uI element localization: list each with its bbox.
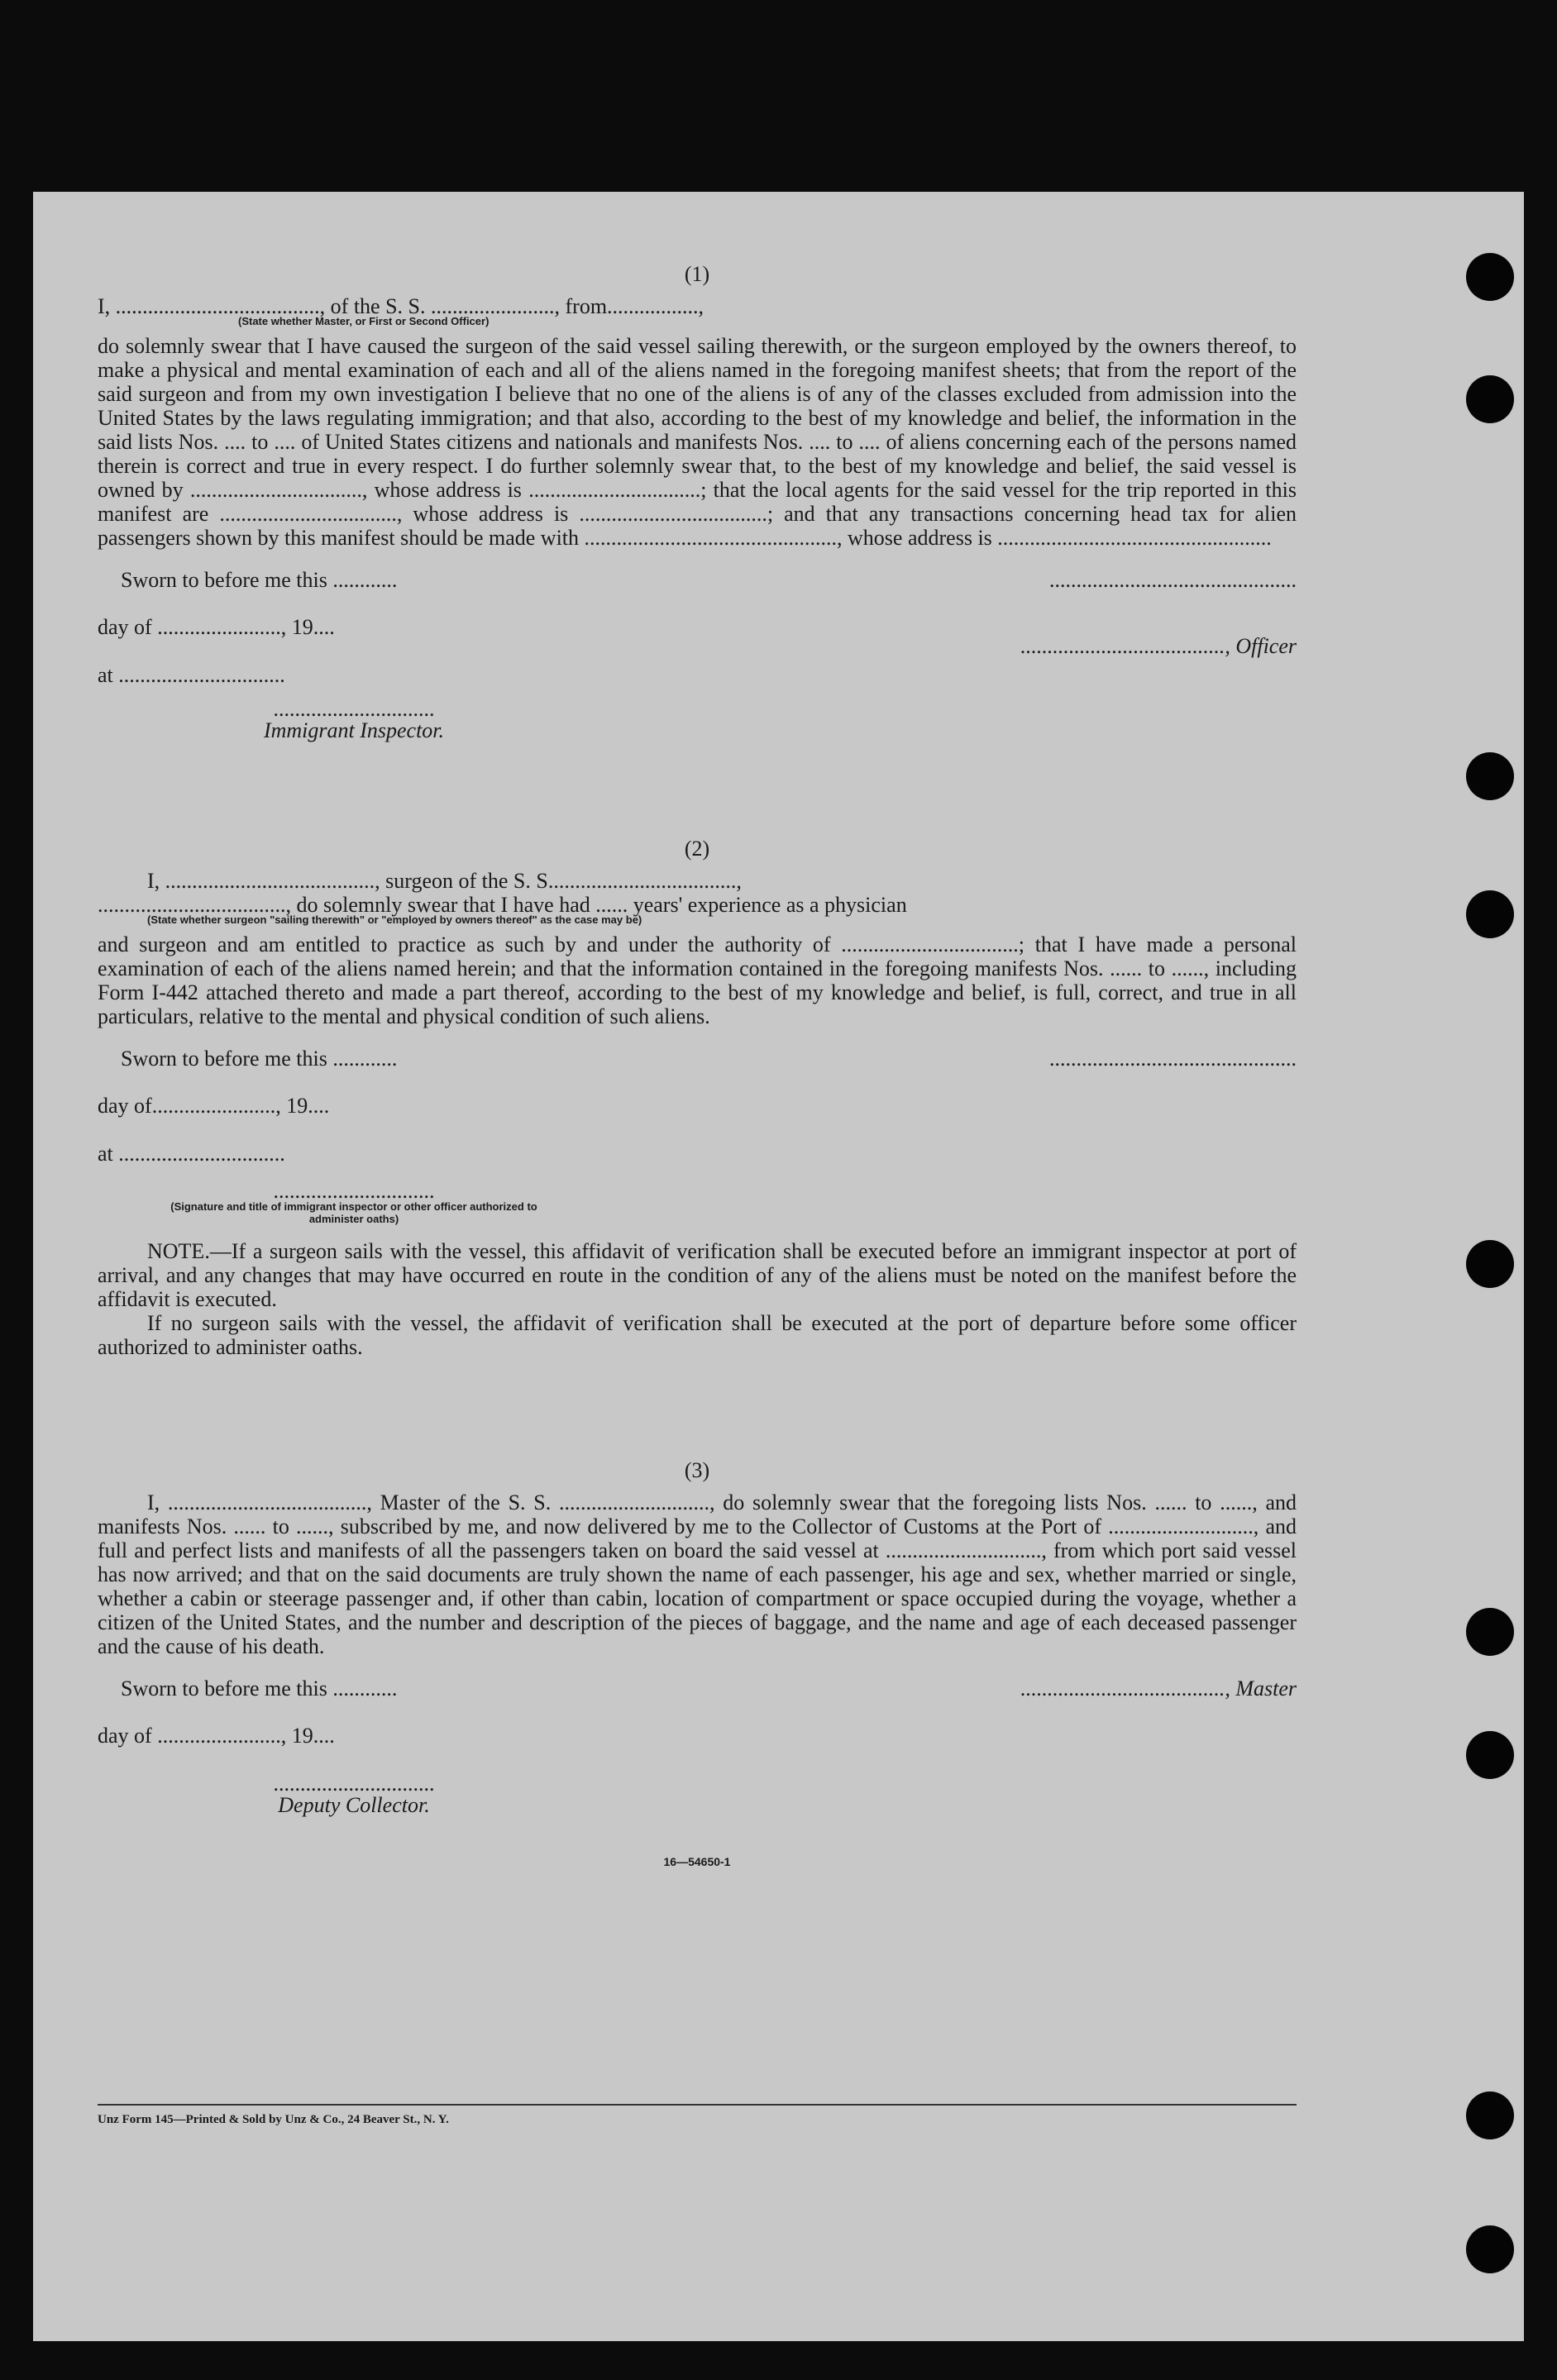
signature-dots: .............................. bbox=[273, 1179, 435, 1203]
section-2-hint: (State whether surgeon "sailing therewith" or "employed by owners thereof" as the case may be) bbox=[147, 913, 642, 926]
sworn-line: Sworn to before me this ............ bbox=[121, 568, 398, 592]
punch-hole bbox=[1466, 1731, 1514, 1779]
section-1-hint: (State whether Master, or First or Second Officer) bbox=[238, 315, 490, 327]
at-line: at ............................... bbox=[98, 663, 285, 687]
punch-hole bbox=[1466, 1240, 1514, 1288]
printer-imprint: Unz Form 145—Printed & Sold by Unz & Co., 24 Beaver St., N. Y. bbox=[98, 2113, 449, 2126]
day-line: day of......................., 19.... bbox=[98, 1094, 330, 1118]
section-1-number: (1) bbox=[684, 262, 710, 286]
form-sheet bbox=[33, 192, 1524, 2341]
deputy-collector-label: Deputy Collector. bbox=[278, 1793, 430, 1817]
note-1: NOTE.—If a surgeon sails with the vessel, this affidavit of verification shall be executed before an immigrant inspector at port of arrival, and any changes that may have occurred en route in the condition of any of the aliens must be noted on the manifest before the affidavit is executed. bbox=[98, 1239, 1297, 1311]
sworn-line: Sworn to before me this ............ bbox=[121, 1676, 398, 1700]
section-2-body: and surgeon and am entitled to practice as such by and under the authority of .................................; that I have made a personal examination of each of the aliens named herein; and that the information contained in the foregoing manifests Nos. ...... to ......, including Form I-442 attached thereto and made a part thereof, according to the best of my knowledge and belief, is full, correct, and true in all particulars, relative to the mental and physical condition of such aliens. bbox=[98, 932, 1297, 1028]
at-line: at ............................... bbox=[98, 1142, 285, 1166]
section-1-body: do solemnly swear that I have caused the surgeon of the said vessel sailing therewith, or the surgeon employed by the owners thereof, to make a physical and mental examination of each and all of the aliens named in the foregoing manifest sheets; that from the report of the said surgeon and from my own investigation I believe that no one of the aliens is of any of the classes excluded from admission into the United States by the laws regulating immigration; and that also, according to the best of my knowledge and belief, the information in the said lists Nos. .... to .... of United States citizens and nationals and manifests Nos. .... to .... of aliens concerning each of the persons named therein is correct and true in every respect. I do further solemnly swear that, to the best of my knowledge and belief, the said vessel is owned by ................................, whose address is ................................; that the local agents for the said vessel for the trip reported in this manifest are ................................., whose address is ...................................; and that any transactions concerning head tax for alien passengers shown by this manifest should be made with ..............................................., whose address is ................................................... bbox=[98, 334, 1297, 550]
form-content bbox=[98, 262, 1297, 1874]
day-line: day of ......................., 19.... bbox=[98, 615, 335, 639]
punch-hole bbox=[1466, 2225, 1514, 2273]
day-line: day of ......................., 19.... bbox=[98, 1724, 335, 1748]
inspector-dots: .............................. bbox=[273, 697, 435, 721]
section-1-signature-block bbox=[98, 568, 1297, 742]
punch-hole bbox=[1466, 2091, 1514, 2139]
punch-hole bbox=[1466, 890, 1514, 938]
master-line: ......................................, Master bbox=[1020, 1676, 1297, 1700]
immigrant-inspector-label: Immigrant Inspector. bbox=[263, 718, 445, 742]
punch-hole bbox=[1466, 253, 1514, 301]
sworn-line: Sworn to before me this ............ bbox=[121, 1047, 398, 1071]
section-2-number: (2) bbox=[684, 837, 710, 861]
collector-dots: .............................. bbox=[273, 1772, 435, 1796]
section-1-line: I, ......................................, of the S. S. ......................., from................., bbox=[98, 294, 704, 318]
officer-dots: .............................................. bbox=[1049, 568, 1297, 592]
section-2-line1: I, ......................................., surgeon of the S. S..................................., bbox=[147, 869, 742, 893]
right-dots: .............................................. bbox=[1049, 1047, 1297, 1071]
section-2-signature-block bbox=[98, 1047, 1297, 1224]
section-3-number: (3) bbox=[684, 1458, 710, 1482]
footer-rule bbox=[98, 2104, 1297, 2106]
section-2-line2: ..................................., do solemnly swear that I have had ...... years' experience as a physician bbox=[98, 893, 907, 917]
punch-hole bbox=[1466, 752, 1514, 800]
officer-line: ......................................, Officer bbox=[1020, 634, 1297, 658]
signature-caption: (Signature and title of immigrant inspector or other officer authorized to administer oaths) bbox=[170, 1200, 537, 1225]
section-3-body: I, ....................................., Master of the S. S. ............................, do solemnly swear that the foregoing lists Nos. ...... to ......, and manifests Nos. ...... to ......, subscribed by me, and now delivered by me to the Collector of Customs at the Port of ..........................., and full and perfect lists and manifests of all the passengers taken on board the said vessel at ............................., from which port said vessel has now arrived; and that on the said documents are truly shown the name of each passenger, his age and sex, whether married or single, whether a cabin or steerage passenger and, if other than cabin, location of compartment or space occupied during the voyage, whether a citizen of the United States, and the number and description of the pieces of baggage, and the name and age of each deceased passenger and the cause of his death. bbox=[98, 1490, 1297, 1658]
note-2: If no surgeon sails with the vessel, the affidavit of verification shall be executed at the port of departure before some officer authorized to administer oaths. bbox=[98, 1311, 1297, 1359]
punch-hole bbox=[1466, 1608, 1514, 1656]
form-code: 16—54650-1 bbox=[663, 1855, 731, 1868]
punch-hole bbox=[1466, 375, 1514, 423]
section-3-signature-block bbox=[98, 1676, 1297, 1825]
